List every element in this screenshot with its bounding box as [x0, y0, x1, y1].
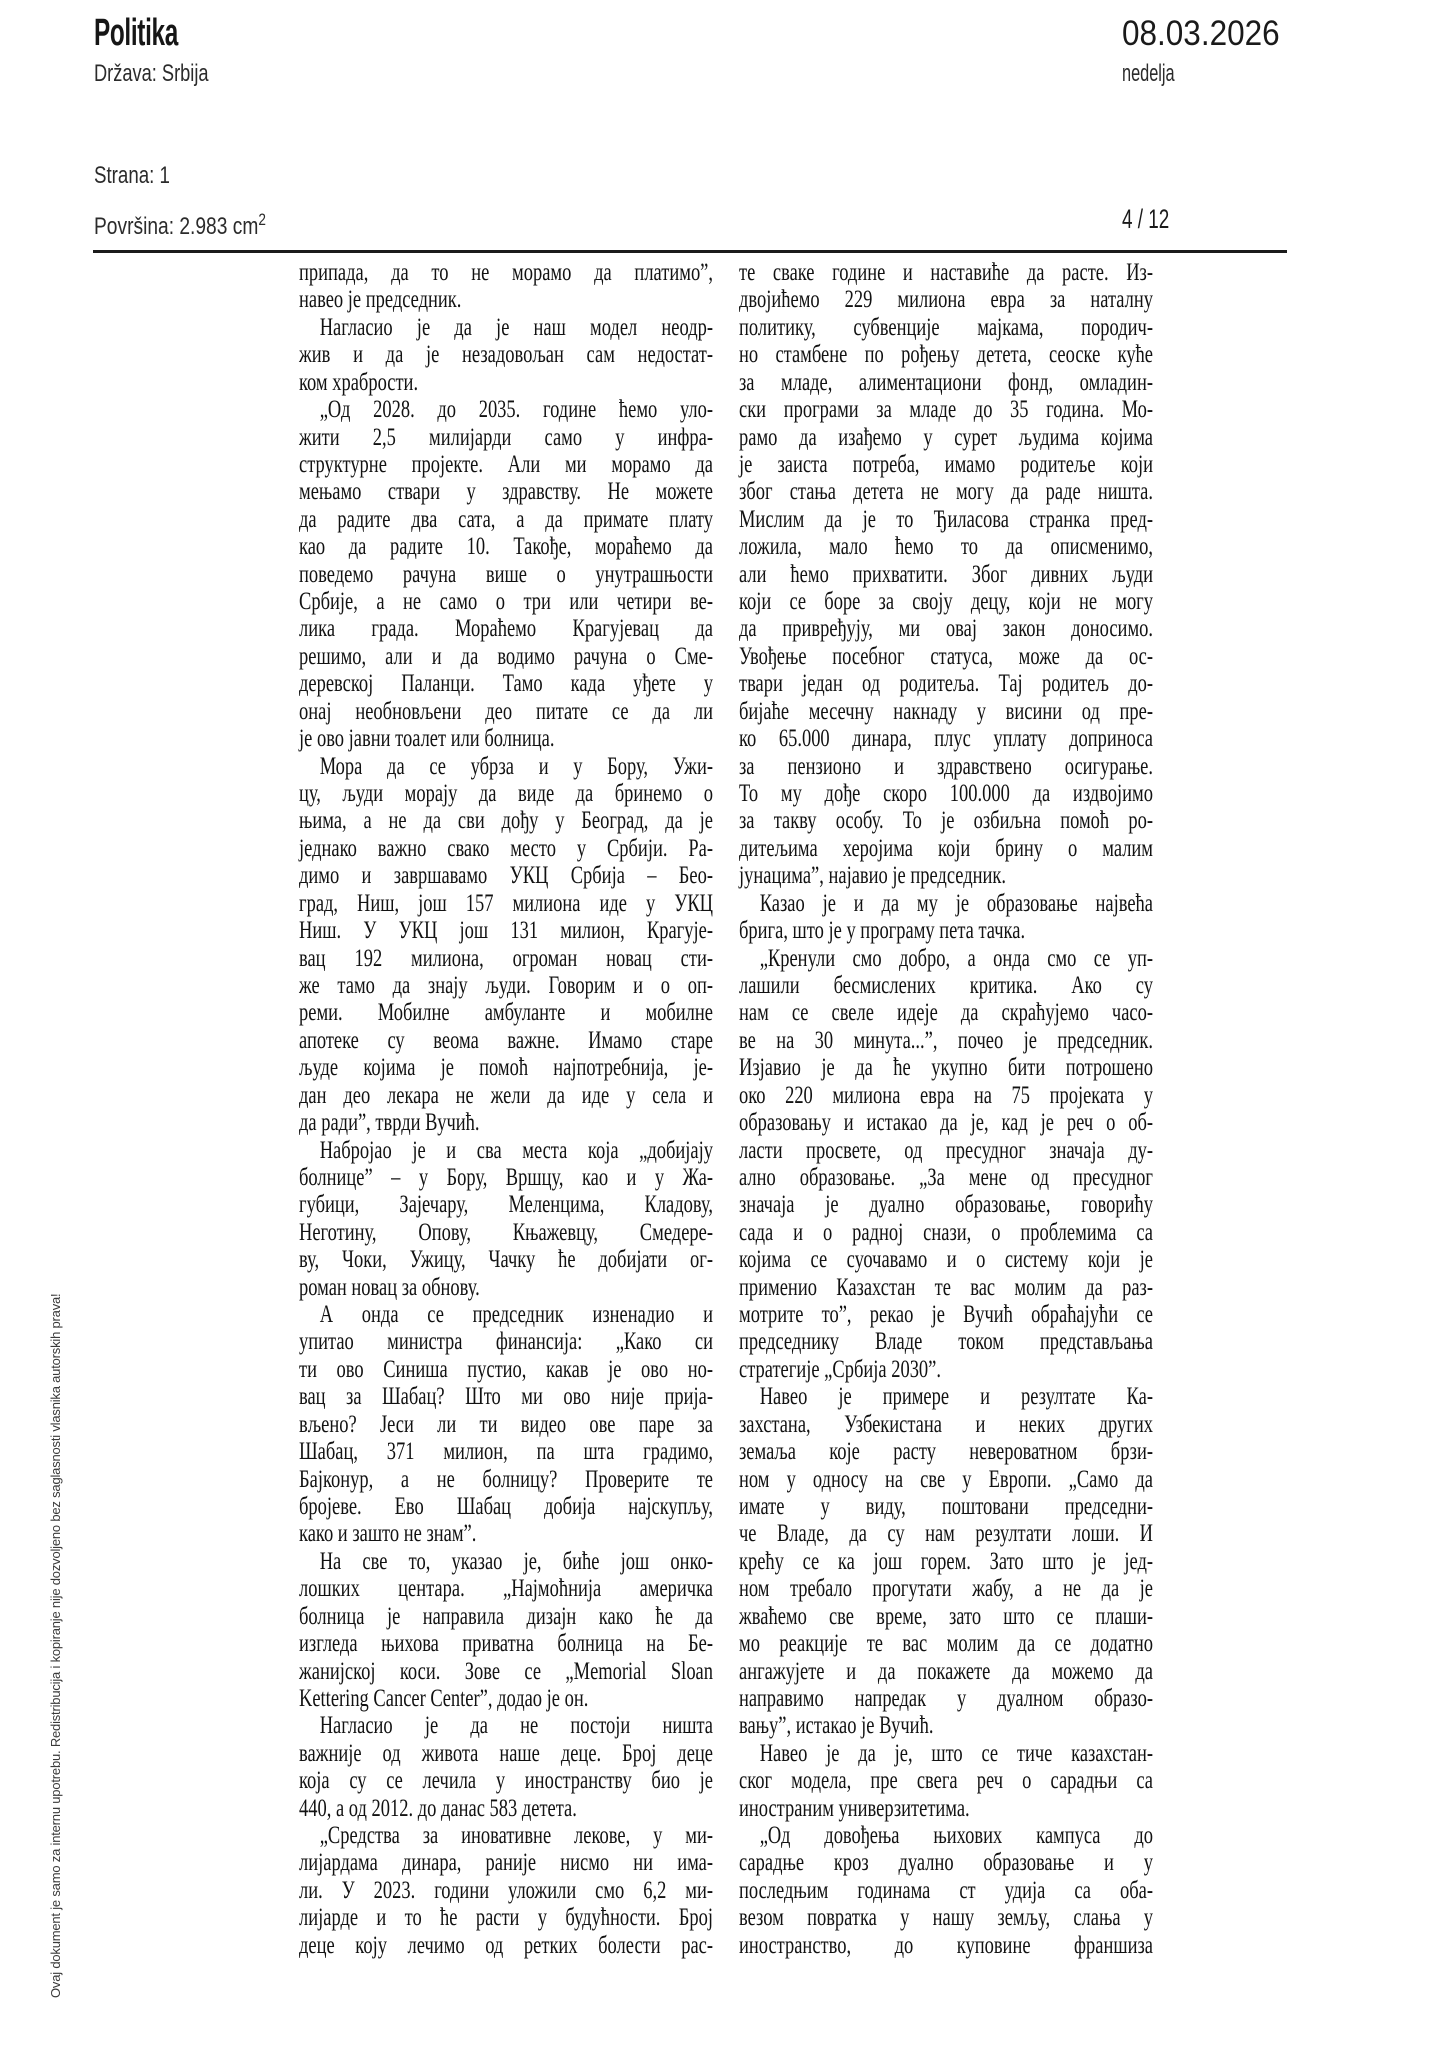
text-line: којима се суочавамо и о систему који је	[739, 1246, 1154, 1274]
text-line: лијарде и то ће расти у будућности. Број	[299, 1904, 714, 1932]
text-line: деце коју лечимо од ретких болести рас-	[299, 1931, 714, 1959]
text-line: мо реакције те вас молим да се додатно	[739, 1630, 1154, 1658]
text-line: деревској Паланци. Тамо када уђете у	[299, 670, 714, 698]
text-line: да привређују, ми овај закон доносимо.	[739, 615, 1154, 643]
text-line: роман новац за обнову.	[299, 1273, 480, 1301]
date-label: 08.03.2026	[1122, 14, 1280, 53]
text-line: је ово јавни тоалет или болница.	[299, 725, 555, 753]
text-line: за пензионо и здравствено осигурање.	[739, 752, 1154, 780]
area-label: Površina: 2.983 $cm^2$	[94, 210, 266, 240]
weekday-label: nedelja	[1122, 60, 1175, 87]
text-line: сада и о радној снази, о проблемима са	[739, 1218, 1154, 1246]
text-line: бројеве. Ево Шабац добија најскупљу,	[299, 1492, 714, 1520]
text-line: Србије, а не само о три или четири ве-	[299, 588, 714, 616]
text-line: вац за Шабац? Што ми ово није прија-	[299, 1383, 714, 1411]
text-line: сарадње кроз дуално образовање и у	[739, 1849, 1154, 1877]
text-line: за такву особу. То је озбиљна помоћ ро-	[739, 807, 1154, 835]
text-line: да радите два сата, а да примате плату	[299, 505, 714, 533]
text-line: че Владе, да су нам резултати лоши. И	[739, 1520, 1154, 1548]
text-line: „Кренули смо добро, а онда смо се уп-	[759, 944, 1154, 972]
text-line: ски програми за младе до 35 година. Мо-	[739, 396, 1154, 424]
text-line: двојићемо 229 милиона евра за наталну	[739, 286, 1154, 314]
text-line: направимо напредак у дуалном образо-	[739, 1684, 1154, 1712]
text-line: значаја је дуално образовање, говорићу	[739, 1191, 1154, 1219]
text-line: Изјавио је да ће укупно бити потрошено	[739, 1054, 1154, 1082]
text-line: образовању и истакао да је, кад је реч о об-	[739, 1109, 1154, 1137]
text-line: цу, људи морају да виде да бринемо о	[299, 780, 714, 808]
header-separator-rule	[93, 250, 1287, 253]
text-line: решимо, али и да водимо рачуна о Сме-	[299, 642, 714, 670]
text-line: А онда се председник изненадио и	[319, 1301, 714, 1329]
text-line: вљено? Јеси ли ти видео ове паре за	[299, 1410, 714, 1438]
text-line: ко 65.000 динара, плус уплату доприноса	[739, 725, 1154, 753]
text-line: упитао министра финансија: „Како си	[299, 1328, 714, 1356]
text-line: последњим годинама ст удија са оба-	[739, 1876, 1154, 1904]
text-line: ве на 30 минута...”, почео је председник.	[739, 1026, 1154, 1054]
text-line: да ради”, тврди Вучић.	[299, 1109, 480, 1137]
text-line: је заиста потреба, имамо родитеље који	[739, 450, 1154, 478]
text-line: лашили бесмислених критика. Ако су	[739, 971, 1154, 999]
source-title-text: Politika	[94, 12, 178, 54]
text-line: важније од живота наше деце. Број деце	[299, 1739, 714, 1767]
text-line: ангажујете и да покажете да можемо да	[739, 1657, 1154, 1685]
text-line: онај необновљени део питате се да ли	[299, 697, 714, 725]
text-line: ном у односу на све у Европи. „Само да	[739, 1465, 1154, 1493]
text-line: „Средства за иновативне лекове, у ми-	[319, 1822, 714, 1850]
text-line: иностраним универзитетима.	[739, 1794, 970, 1822]
text-line: рамо да изађемо у сурет људима којима	[739, 423, 1154, 451]
text-line: као да радите 10. Такође, мораћемо да	[299, 533, 714, 561]
text-line: То му дође скоро 100.000 да издвојимо	[739, 780, 1154, 808]
text-line: брига, што је у програму пета тачка.	[739, 917, 1026, 945]
text-line: крећу се ка још горем. Зато што је јед-	[739, 1547, 1154, 1575]
text-line: лика града. Мораћемо Крагујевац да	[299, 615, 714, 643]
text-line: „Од довођења њихових кампуса до	[759, 1822, 1154, 1850]
page-number-label: Strana: 1	[94, 162, 170, 189]
text-line: ком храбрости.	[299, 368, 419, 396]
text-line: ално образовање. „За мене од пресудног	[739, 1163, 1154, 1191]
text-line: ли. У 2023. години уложили смо 6,2 ми-	[299, 1876, 714, 1904]
text-line: Мислим да је то Ђиласова странка пред-	[739, 505, 1154, 533]
text-line: те сваке године и наставиће да расте. Из-	[739, 259, 1154, 286]
text-line: жити 2,5 милијарди само у инфра-	[299, 423, 714, 451]
text-line: Бајконур, а не болницу? Проверите те	[299, 1465, 714, 1493]
text-line: поведемо рачуна више о унутрашњости	[299, 560, 714, 588]
text-line: Kettering Cancer Center”, додао је он.	[299, 1684, 589, 1712]
text-line: мењамо ствари у здравству. Не можете	[299, 478, 714, 506]
text-line: председнику Владе током представљања	[739, 1328, 1154, 1356]
text-line: ном требало прогутати жабу, а не да је	[739, 1575, 1154, 1603]
text-line: политику, субвенције мајкама, породич-	[739, 313, 1154, 341]
text-line: лошких центара. „Најмоћнија америчка	[299, 1575, 714, 1603]
text-line: болнице” – у Бору, Вршцу, као и у Жа-	[299, 1163, 714, 1191]
text-line: 440, а од 2012. до данас 583 детета.	[299, 1794, 577, 1822]
text-line: ског модела, пре свега реч о сарадњи са	[739, 1767, 1154, 1795]
text-line: захстана, Узбекистана и неких других	[739, 1410, 1154, 1438]
text-line: због стања детета не могу да раде ништа.	[739, 478, 1154, 506]
text-line: дитељима херојима који брину о малим	[739, 834, 1154, 862]
text-line: припада, да то не морамо да платимо”,	[299, 259, 714, 286]
text-line: жанијској коси. Зове се „Memorial Sloan	[299, 1657, 714, 1685]
text-line: жив и да је незадовољан сам недостат-	[299, 341, 714, 369]
text-line: око 220 милиона евра на 75 пројеката у	[739, 1081, 1154, 1109]
text-line: вац 192 милиона, огроман новац сти-	[299, 944, 714, 972]
source-title	[94, 12, 225, 55]
text-line: нам се свеле идеје да скраћујемо часо-	[739, 999, 1154, 1027]
text-line: земаља које расту невероватном брзи-	[739, 1438, 1154, 1466]
sidebar-disclaimer: Ovaj dokument je samo za internu upotrebu. Redistribucija i kopiranje nije dozvoljeno bez saglasnosti vlasnika autorskih prava!	[48, 1293, 63, 1998]
text-line: мотрите то”, рекао је Вучић обраћајући се	[739, 1301, 1154, 1329]
text-line: Нагласио је да је наш модел неодр-	[319, 313, 714, 341]
text-line: који се боре за своју децу, који не могу	[739, 588, 1154, 616]
text-line: која су се лечила у иностранству био је	[299, 1767, 714, 1795]
text-line: ласти просвете, од пресудног значаја ду-	[739, 1136, 1154, 1164]
text-line: стратегије „Србија 2030”.	[739, 1355, 942, 1383]
text-line: же тамо да знају људи. Говорим и о оп-	[299, 971, 714, 999]
country-label: Država: Srbija	[94, 60, 209, 87]
text-line: Шабац, 371 милион, па шта градимо,	[299, 1438, 714, 1466]
text-line: изгледа њихова приватна болница на Бе-	[299, 1630, 714, 1658]
text-line: „Од 2028. до 2035. године ћемо уло-	[319, 396, 714, 424]
text-line: Увођење посебног статуса, може да ос-	[739, 642, 1154, 670]
text-line: применио Казахстан те вас молим да раз-	[739, 1273, 1154, 1301]
text-line: људе којима је помоћ најпотребнија, је-	[299, 1054, 714, 1082]
text-line: Ниш. У УКЦ још 131 милион, Крагује-	[299, 917, 714, 945]
text-line: Навео је примере и резултате Ка-	[759, 1383, 1154, 1411]
text-line: ти ово Синиша пустио, какав је ово но-	[299, 1355, 714, 1383]
text-line: за младе, алиментациони фонд, омладин-	[739, 368, 1154, 396]
text-line: везом повратка у нашу земљу, слања у	[739, 1904, 1154, 1932]
text-line: апотеке су веома важне. Имамо старе	[299, 1026, 714, 1054]
area-superscript: 2	[258, 210, 266, 229]
text-line: Набројао је и сва места која „добијају	[319, 1136, 714, 1164]
text-line: губици, Зајечару, Меленцима, Кладову,	[299, 1191, 714, 1219]
text-line: ложила, мало ћемо то да описменимо,	[739, 533, 1154, 561]
text-line: твари један од родитеља. Тај родитељ до-	[739, 670, 1154, 698]
text-line: но стамбене по рођењу детета, сеоске куће	[739, 341, 1154, 369]
text-line: јунацима”, најавио је председник.	[739, 862, 1007, 890]
text-line: димо и завршавамо УКЦ Србија – Бео-	[299, 862, 714, 890]
text-line: бијаће месечну накнаду у висини од пре-	[739, 697, 1154, 725]
text-line: навео је председник.	[299, 286, 462, 314]
text-line: Мора да се убрза и у Бору, Ужи-	[319, 752, 714, 780]
text-line: дан део лекара не жели да иде у села и	[299, 1081, 714, 1109]
text-line: жваћемо све време, зато што се плаши-	[739, 1602, 1154, 1630]
text-line: структурне пројекте. Али ми морамо да	[299, 450, 714, 478]
text-line: како и зашто не знам”.	[299, 1520, 477, 1548]
text-line: Нагласио је да не постоји ништа	[319, 1712, 714, 1740]
text-line: град, Ниш, још 157 милиона иде у УКЦ	[299, 889, 714, 917]
text-line: иностранство, до куповине франшиза	[739, 1931, 1154, 1959]
text-line: реми. Мобилне амбуланте и мобилне	[299, 999, 714, 1027]
text-line: ву, Чоки, Ужицу, Чачку ће добијати ог-	[299, 1246, 714, 1274]
text-line: њима, а не да сви дођу у Београд, да је	[299, 807, 714, 835]
text-line: лијардама динара, раније нисмо ни има-	[299, 1849, 714, 1877]
pagination-label: 4 / 12	[1122, 204, 1170, 234]
text-line: болница је направила дизајн како ће да	[299, 1602, 714, 1630]
text-line: вању”, истакао је Вучић.	[739, 1712, 934, 1740]
text-line: али ћемо прихватити. Због дивних људи	[739, 560, 1154, 588]
article-column-right	[739, 259, 1153, 1959]
text-line: На све то, указао је, биће још онко-	[319, 1547, 714, 1575]
text-line: Неготину, Опову, Књажевцу, Смедере-	[299, 1218, 714, 1246]
text-line: једнако важно свако место у Србији. Ра-	[299, 834, 714, 862]
article-column-left	[299, 259, 713, 1959]
text-line: имате у виду, поштовани председни-	[739, 1492, 1154, 1520]
text-line: Казао је и да му је образовање највећа	[759, 889, 1154, 917]
text-line: Навео је да је, што се тиче казахстан-	[759, 1739, 1154, 1767]
